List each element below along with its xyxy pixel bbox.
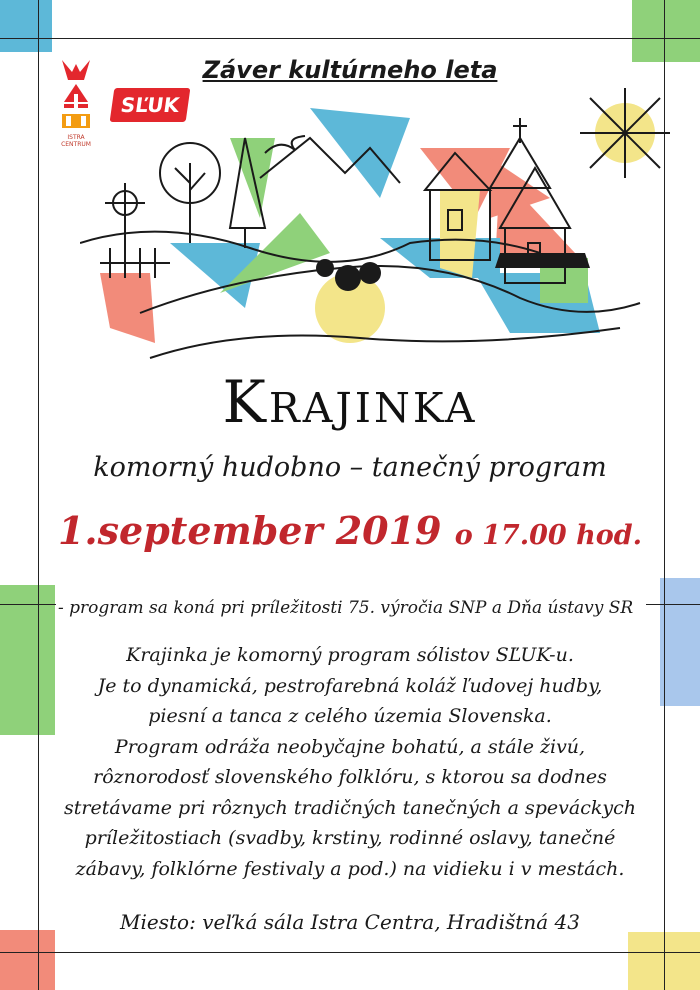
header-title: Záver kultúrneho leta: [202, 56, 498, 84]
event-venue: Miesto: veľká sála Istra Centra, Hradištná 43: [120, 910, 580, 934]
frame-line-left: [38, 0, 39, 990]
description-line: zábavy, folklórne festivaly a pod.) na vidieku i v mestách.: [75, 857, 625, 880]
event-occasion: - program sa koná pri príležitosti 75. výročia SNP a Dňa ústavy SR: [58, 598, 634, 618]
event-date-time: [0, 508, 700, 553]
description-line: stretávame pri rôznych tradičných tanečných a speváckych: [64, 796, 636, 819]
corner-square-top-left: [0, 0, 52, 52]
sluk-logo: SĽUK: [110, 88, 191, 122]
description-line: Je to dynamická, pestrofarebná koláž ľudovej hudby,: [97, 674, 603, 697]
landscape-illustration: [80, 78, 680, 378]
description-line: Program odráža neobyčajne bohatú, a stále živú,: [114, 735, 586, 758]
frame-line-top: [0, 38, 700, 39]
corner-square-mid-right: [660, 578, 700, 706]
event-date: 1.september 2019: [57, 508, 442, 553]
event-title: Krajinka: [222, 368, 478, 436]
corner-square-top-right: [632, 0, 700, 62]
description-line: rôznorodosť slovenského folklóru, s ktorou sa dodnes: [93, 766, 607, 788]
frame-line-bottom: [0, 952, 700, 953]
frame-line-left-mid: [0, 604, 56, 605]
event-time: o 17.00 hod.: [454, 520, 643, 551]
istra-logo-label: ISTRA CENTRUM: [61, 134, 91, 148]
event-description: [40, 640, 660, 884]
corner-square-bottom-left: [0, 930, 55, 990]
description-line: príležitostiach (svadby, krstiny, rodinné oslavy, tanečné: [84, 827, 616, 849]
event-subtitle: komorný hudobno – tanečný program: [93, 452, 607, 483]
description-line: piesní a tanca z celého územia Slovenska.: [148, 705, 552, 727]
description-line: Krajinka je komorný program sólistov SĽUK-u.: [126, 644, 574, 666]
